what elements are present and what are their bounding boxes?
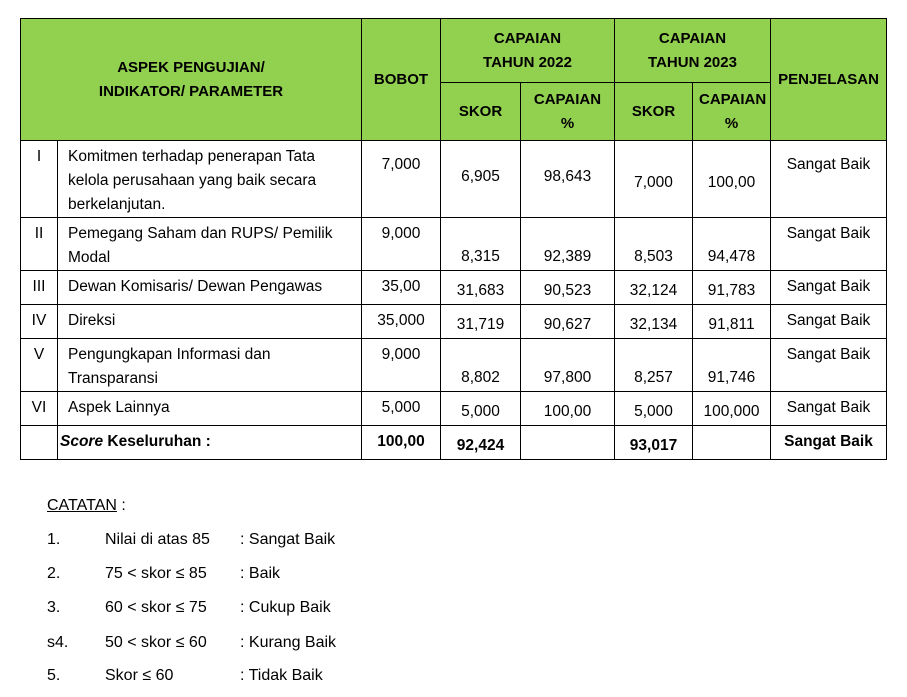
row-aspect: Komitmen terhadap penerapan Tata kelola perusahaan yang baik secara berkelanjutan. [58,141,362,218]
row-number: II [21,218,58,271]
row-score-2022: 31,719 [441,305,521,339]
notes-title: CATATAN [47,497,117,514]
row-score-2023: 8,257 [615,339,693,392]
note-label: : Kurang Baik [240,634,337,651]
header-aspect: ASPEK PENGUJIAN/ INDIKATOR/ PARAMETER [21,19,362,141]
row-weight: 9,000 [362,218,441,271]
header-achievement-2022: CAPAIAN % [521,83,615,141]
row-aspect: Pengungkapan Informasi dan Transparansi [58,339,362,392]
header-score-2022: SKOR [441,83,521,141]
row-score-2022: 5,000 [441,392,521,426]
row-score-2023: 32,134 [615,305,693,339]
header-year-2023: CAPAIAN TAHUN 2023 [615,19,771,83]
total-label-italic: Score [60,433,104,450]
note-number: 1. [47,531,61,548]
row-score-2022: 8,315 [441,218,521,271]
total-number-cell [21,426,58,460]
row-aspect: Dewan Komisaris/ Dewan Pengawas [58,271,362,305]
row-achievement-2023: 94,478 [693,218,771,271]
row-number: I [21,141,58,218]
row-explanation: Sangat Baik [771,271,887,305]
header-weight: BOBOT [362,19,441,141]
notes-colon: : [116,497,126,514]
row-explanation: Sangat Baik [771,392,887,426]
note-number: 5. [47,667,61,684]
header-year-2022: CAPAIAN TAHUN 2022 [441,19,615,83]
row-number: VI [21,392,58,426]
note-range: Skor ≤ 60 [105,667,174,684]
row-achievement-2023: 100,00 [693,141,771,218]
row-number: V [21,339,58,392]
total-label-rest: Keseluruhan : [103,433,211,450]
row-achievement-2022: 92,389 [521,218,615,271]
table-row [21,141,887,218]
total-row [21,426,887,460]
row-achievement-2023: 91,746 [693,339,771,392]
total-achievement-2022 [521,426,615,460]
row-weight: 35,00 [362,271,441,305]
note-number: 3. [47,599,61,616]
row-achievement-2022: 90,627 [521,305,615,339]
row-weight: 9,000 [362,339,441,392]
row-score-2022: 8,802 [441,339,521,392]
row-score-2023: 5,000 [615,392,693,426]
total-score-2023: 93,017 [615,426,693,460]
row-explanation: Sangat Baik [771,305,887,339]
row-achievement-2023: 91,783 [693,271,771,305]
row-score-2023: 7,000 [615,141,693,218]
row-score-2022: 6,905 [441,141,521,218]
header-explanation: PENJELASAN [771,19,887,141]
note-range: 60 < skor ≤ 75 [105,599,207,616]
row-explanation: Sangat Baik [771,339,887,392]
note-label: : Sangat Baik [240,531,336,548]
table-row [21,339,887,392]
table-row [21,392,887,426]
row-score-2022: 31,683 [441,271,521,305]
note-number: s4. [47,634,69,651]
row-achievement-2022: 98,643 [521,141,615,218]
row-achievement-2022: 97,800 [521,339,615,392]
row-explanation: Sangat Baik [771,218,887,271]
row-explanation: Sangat Baik [771,141,887,218]
row-score-2023: 32,124 [615,271,693,305]
header-score-2023: SKOR [615,83,693,141]
row-number: IV [21,305,58,339]
note-label: : Cukup Baik [240,599,331,616]
note-label: : Tidak Baik [240,667,323,684]
notes-heading [47,494,126,518]
note-range: 50 < skor ≤ 60 [105,634,207,651]
row-weight: 35,000 [362,305,441,339]
total-score-2022: 92,424 [441,426,521,460]
table-row [21,271,887,305]
row-achievement-2023: 100,000 [693,392,771,426]
total-label [58,426,362,460]
note-range: Nilai di atas 85 [105,531,210,548]
header-achievement-2023: CAPAIAN % [693,83,771,141]
table-row [21,305,887,339]
row-achievement-2022: 100,00 [521,392,615,426]
note-label: : Baik [240,565,281,582]
note-range: 75 < skor ≤ 85 [105,565,207,582]
row-aspect: Aspek Lainnya [58,392,362,426]
note-number: 2. [47,565,61,582]
row-score-2023: 8,503 [615,218,693,271]
row-achievement-2022: 90,523 [521,271,615,305]
total-explanation: Sangat Baik [771,426,887,460]
gcg-assessment-table [20,18,887,460]
table-row [21,218,887,271]
total-weight: 100,00 [362,426,441,460]
row-aspect: Pemegang Saham dan RUPS/ Pemilik Modal [58,218,362,271]
row-aspect: Direksi [58,305,362,339]
total-achievement-2023 [693,426,771,460]
row-weight: 7,000 [362,141,441,218]
row-number: III [21,271,58,305]
row-achievement-2023: 91,811 [693,305,771,339]
row-weight: 5,000 [362,392,441,426]
